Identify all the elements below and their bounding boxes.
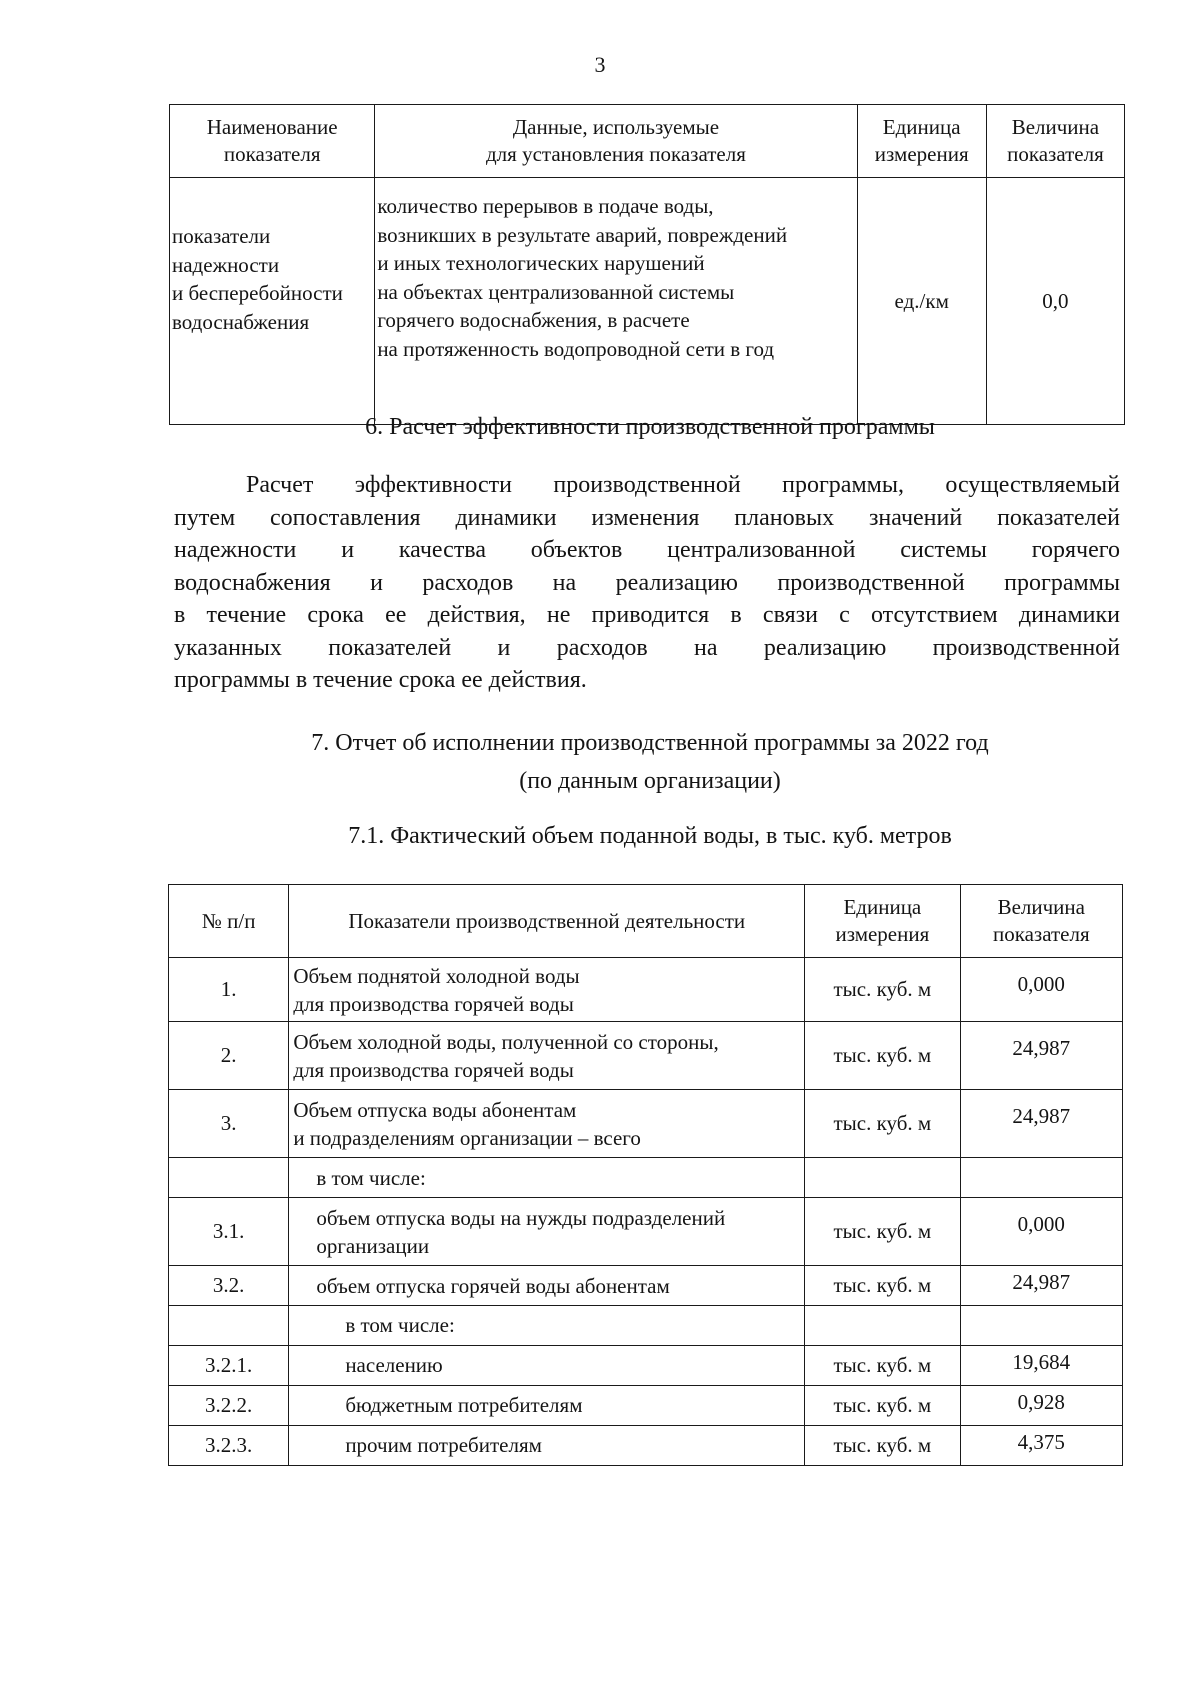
section-6-paragraph: Расчет эффективности производственной программы, осуществляемый путем сопоставления динамики изменения плановых значений показателей надежности и качества объектов централизованной системы горячего водоснабжения и расходов на реализацию производственной программы в течение срока ее действия, не приводится в связи с отсутствием динамики указанных показателей и расходов на реализацию производственной программы в течение срока ее действия.	[174, 472, 1120, 693]
indicator-value: 0,0	[986, 178, 1124, 425]
row-num: 3.2.2.	[169, 1386, 289, 1426]
row-name: Объем холодной воды, полученной со стороны, для производства горячей воды	[289, 1022, 805, 1090]
row-value: 0,000	[960, 958, 1122, 1022]
row-num: 3.1.	[169, 1198, 289, 1266]
row-name: населению	[289, 1346, 805, 1386]
row-unit: тыс. куб. м	[805, 1266, 960, 1306]
row-num: 1.	[169, 958, 289, 1022]
row-name: Объем отпуска воды абонентам и подразделениям организации – всего	[289, 1090, 805, 1158]
row-value	[960, 1158, 1122, 1198]
row-value: 0,928	[960, 1386, 1122, 1426]
row-num: 2.	[169, 1022, 289, 1090]
row-unit: тыс. куб. м	[805, 1426, 960, 1466]
row-name: объем отпуска горячей воды абонентам	[289, 1266, 805, 1306]
indicators-table	[169, 104, 1125, 425]
table-row	[169, 1022, 1123, 1090]
header-name: Показатели производственной деятельности	[289, 885, 805, 958]
row-num	[169, 1306, 289, 1346]
header-data: Данные, используемые для установления показателя	[375, 105, 857, 178]
header-unit: Единица измерения	[805, 885, 960, 958]
table-row	[169, 1090, 1123, 1158]
table-row	[169, 1158, 1123, 1198]
table-row	[169, 1426, 1123, 1466]
row-value: 4,375	[960, 1426, 1122, 1466]
header-value: Величина показателя	[960, 885, 1122, 958]
header-value: Величина показателя	[986, 105, 1124, 178]
table-row	[169, 1386, 1123, 1426]
table-row	[169, 1266, 1123, 1306]
section-7-title: 7. Отчет об исполнении производственной программы за 2022 год	[311, 730, 989, 756]
row-name: объем отпуска воды на нужды подразделений организации	[289, 1198, 805, 1266]
header-name: Наименование показателя	[170, 105, 375, 178]
row-value: 24,987	[960, 1022, 1122, 1090]
water-volume-table	[168, 884, 1123, 1466]
row-value	[960, 1306, 1122, 1346]
table-header-row	[170, 105, 1125, 178]
section-6-title: 6. Расчет эффективности производственной программы	[365, 414, 935, 440]
row-unit: тыс. куб. м	[805, 958, 960, 1022]
row-num: 3.	[169, 1090, 289, 1158]
row-value: 19,684	[960, 1346, 1122, 1386]
table-header-row	[169, 885, 1123, 958]
table-row	[169, 1306, 1123, 1346]
row-unit: тыс. куб. м	[805, 1022, 960, 1090]
page-number: 3	[594, 52, 606, 77]
section-7-1-title: 7.1. Фактический объем поданной воды, в тыс. куб. метров	[348, 823, 952, 849]
row-name: бюджетным потребителям	[289, 1386, 805, 1426]
table-row	[169, 1346, 1123, 1386]
table-row	[169, 958, 1123, 1022]
row-name: прочим потребителям	[289, 1426, 805, 1466]
row-num: 3.2.	[169, 1266, 289, 1306]
row-unit: тыс. куб. м	[805, 1346, 960, 1386]
row-name: в том числе:	[289, 1158, 805, 1198]
row-unit	[805, 1306, 960, 1346]
indicator-name: показатели надежности и бесперебойности водоснабжения	[170, 178, 375, 425]
table-row	[170, 178, 1125, 425]
row-unit: тыс. куб. м	[805, 1386, 960, 1426]
row-num: 3.2.3.	[169, 1426, 289, 1466]
row-name: Объем поднятой холодной воды для производства горячей воды	[289, 958, 805, 1022]
header-num: № п/п	[169, 885, 289, 958]
indicator-unit: ед./км	[857, 178, 986, 425]
row-unit: тыс. куб. м	[805, 1198, 960, 1266]
row-num: 3.2.1.	[169, 1346, 289, 1386]
row-value: 24,987	[960, 1090, 1122, 1158]
row-name: в том числе:	[289, 1306, 805, 1346]
section-7-subtitle: (по данным организации)	[519, 768, 781, 794]
header-unit: Единица измерения	[857, 105, 986, 178]
row-unit	[805, 1158, 960, 1198]
indicator-data: количество перерывов в подаче воды, возникших в результате аварий, повреждений и иных технологических нарушений на объектах централизованной системы горячего водоснабжения, в расчете на протяженность водопроводной сети в год	[375, 178, 857, 425]
row-value: 24,987	[960, 1266, 1122, 1306]
table-row	[169, 1198, 1123, 1266]
row-value: 0,000	[960, 1198, 1122, 1266]
row-unit: тыс. куб. м	[805, 1090, 960, 1158]
row-num	[169, 1158, 289, 1198]
